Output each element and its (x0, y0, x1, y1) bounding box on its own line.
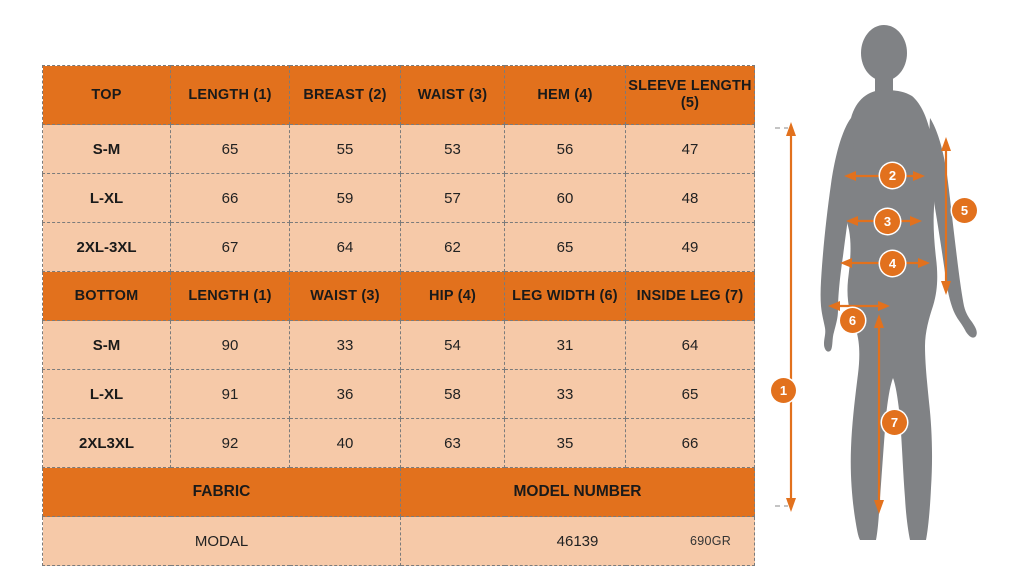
table-footer-header (43, 468, 755, 517)
table-footer-values (43, 517, 755, 566)
cell-value: 65 (505, 223, 626, 272)
row-label: S-M (43, 125, 171, 174)
cell-value: 59 (290, 174, 401, 223)
badge-hip-4: 4 (880, 251, 905, 276)
table-row (43, 223, 755, 272)
fabric-value: MODAL (43, 517, 401, 566)
header-cell: HEM (4) (505, 66, 626, 125)
header-cell: SLEEVE LENGTH (5) (626, 66, 755, 125)
cell-value: 49 (626, 223, 755, 272)
badge-breast-2: 2 (880, 163, 905, 188)
cell-value: 53 (401, 125, 505, 174)
header-cell: INSIDE LEG (7) (626, 272, 755, 321)
row-label: L-XL (43, 370, 171, 419)
table-header-top (43, 66, 755, 125)
cell-value: 90 (171, 321, 290, 370)
fabric-header: FABRIC (43, 468, 401, 517)
cell-value: 55 (290, 125, 401, 174)
table-row (43, 419, 755, 468)
cell-value: 67 (171, 223, 290, 272)
table-row (43, 321, 755, 370)
cell-value: 66 (171, 174, 290, 223)
female-silhouette-icon (772, 18, 1022, 563)
header-cell: TOP (43, 66, 171, 125)
header-cell: LENGTH (1) (171, 66, 290, 125)
cell-value: 63 (401, 419, 505, 468)
cell-value: 47 (626, 125, 755, 174)
badge-inside-leg-7: 7 (882, 410, 907, 435)
header-cell: LENGTH (1) (171, 272, 290, 321)
cell-value: 35 (505, 419, 626, 468)
table-header-bottom (43, 272, 755, 321)
header-cell: HIP (4) (401, 272, 505, 321)
cell-value: 92 (171, 419, 290, 468)
cell-value: 65 (626, 370, 755, 419)
badge-sleeve-length-5: 5 (952, 198, 977, 223)
cell-value: 65 (171, 125, 290, 174)
cell-value: 60 (505, 174, 626, 223)
cell-value: 40 (290, 419, 401, 468)
cell-value: 66 (626, 419, 755, 468)
cell-value: 62 (401, 223, 505, 272)
row-label: S-M (43, 321, 171, 370)
model-number-value: 46139 (401, 517, 755, 566)
cell-value: 58 (401, 370, 505, 419)
model-number-header: MODEL NUMBER (401, 468, 755, 517)
cell-value: 64 (290, 223, 401, 272)
row-label: L-XL (43, 174, 171, 223)
size-chart-table (42, 65, 755, 566)
badge-leg-width-6: 6 (840, 308, 865, 333)
header-cell: WAIST (3) (401, 66, 505, 125)
cell-value: 33 (290, 321, 401, 370)
cell-value: 57 (401, 174, 505, 223)
cell-value: 54 (401, 321, 505, 370)
cell-value: 64 (626, 321, 755, 370)
table-row (43, 174, 755, 223)
cell-value: 91 (171, 370, 290, 419)
badge-length-1: 1 (771, 378, 796, 403)
model-figure-panel (772, 18, 1022, 563)
header-cell: BOTTOM (43, 272, 171, 321)
cell-value: 33 (505, 370, 626, 419)
row-label: 2XL3XL (43, 419, 171, 468)
cell-value: 36 (290, 370, 401, 419)
cell-value: 31 (505, 321, 626, 370)
badge-waist-3: 3 (875, 209, 900, 234)
cell-value: 56 (505, 125, 626, 174)
product-code-label: 690GR (690, 534, 732, 548)
cell-value: 48 (626, 174, 755, 223)
row-label: 2XL-3XL (43, 223, 171, 272)
table-row (43, 125, 755, 174)
header-cell: WAIST (3) (290, 272, 401, 321)
header-cell: BREAST (2) (290, 66, 401, 125)
header-cell: LEG WIDTH (6) (505, 272, 626, 321)
table-row (43, 370, 755, 419)
